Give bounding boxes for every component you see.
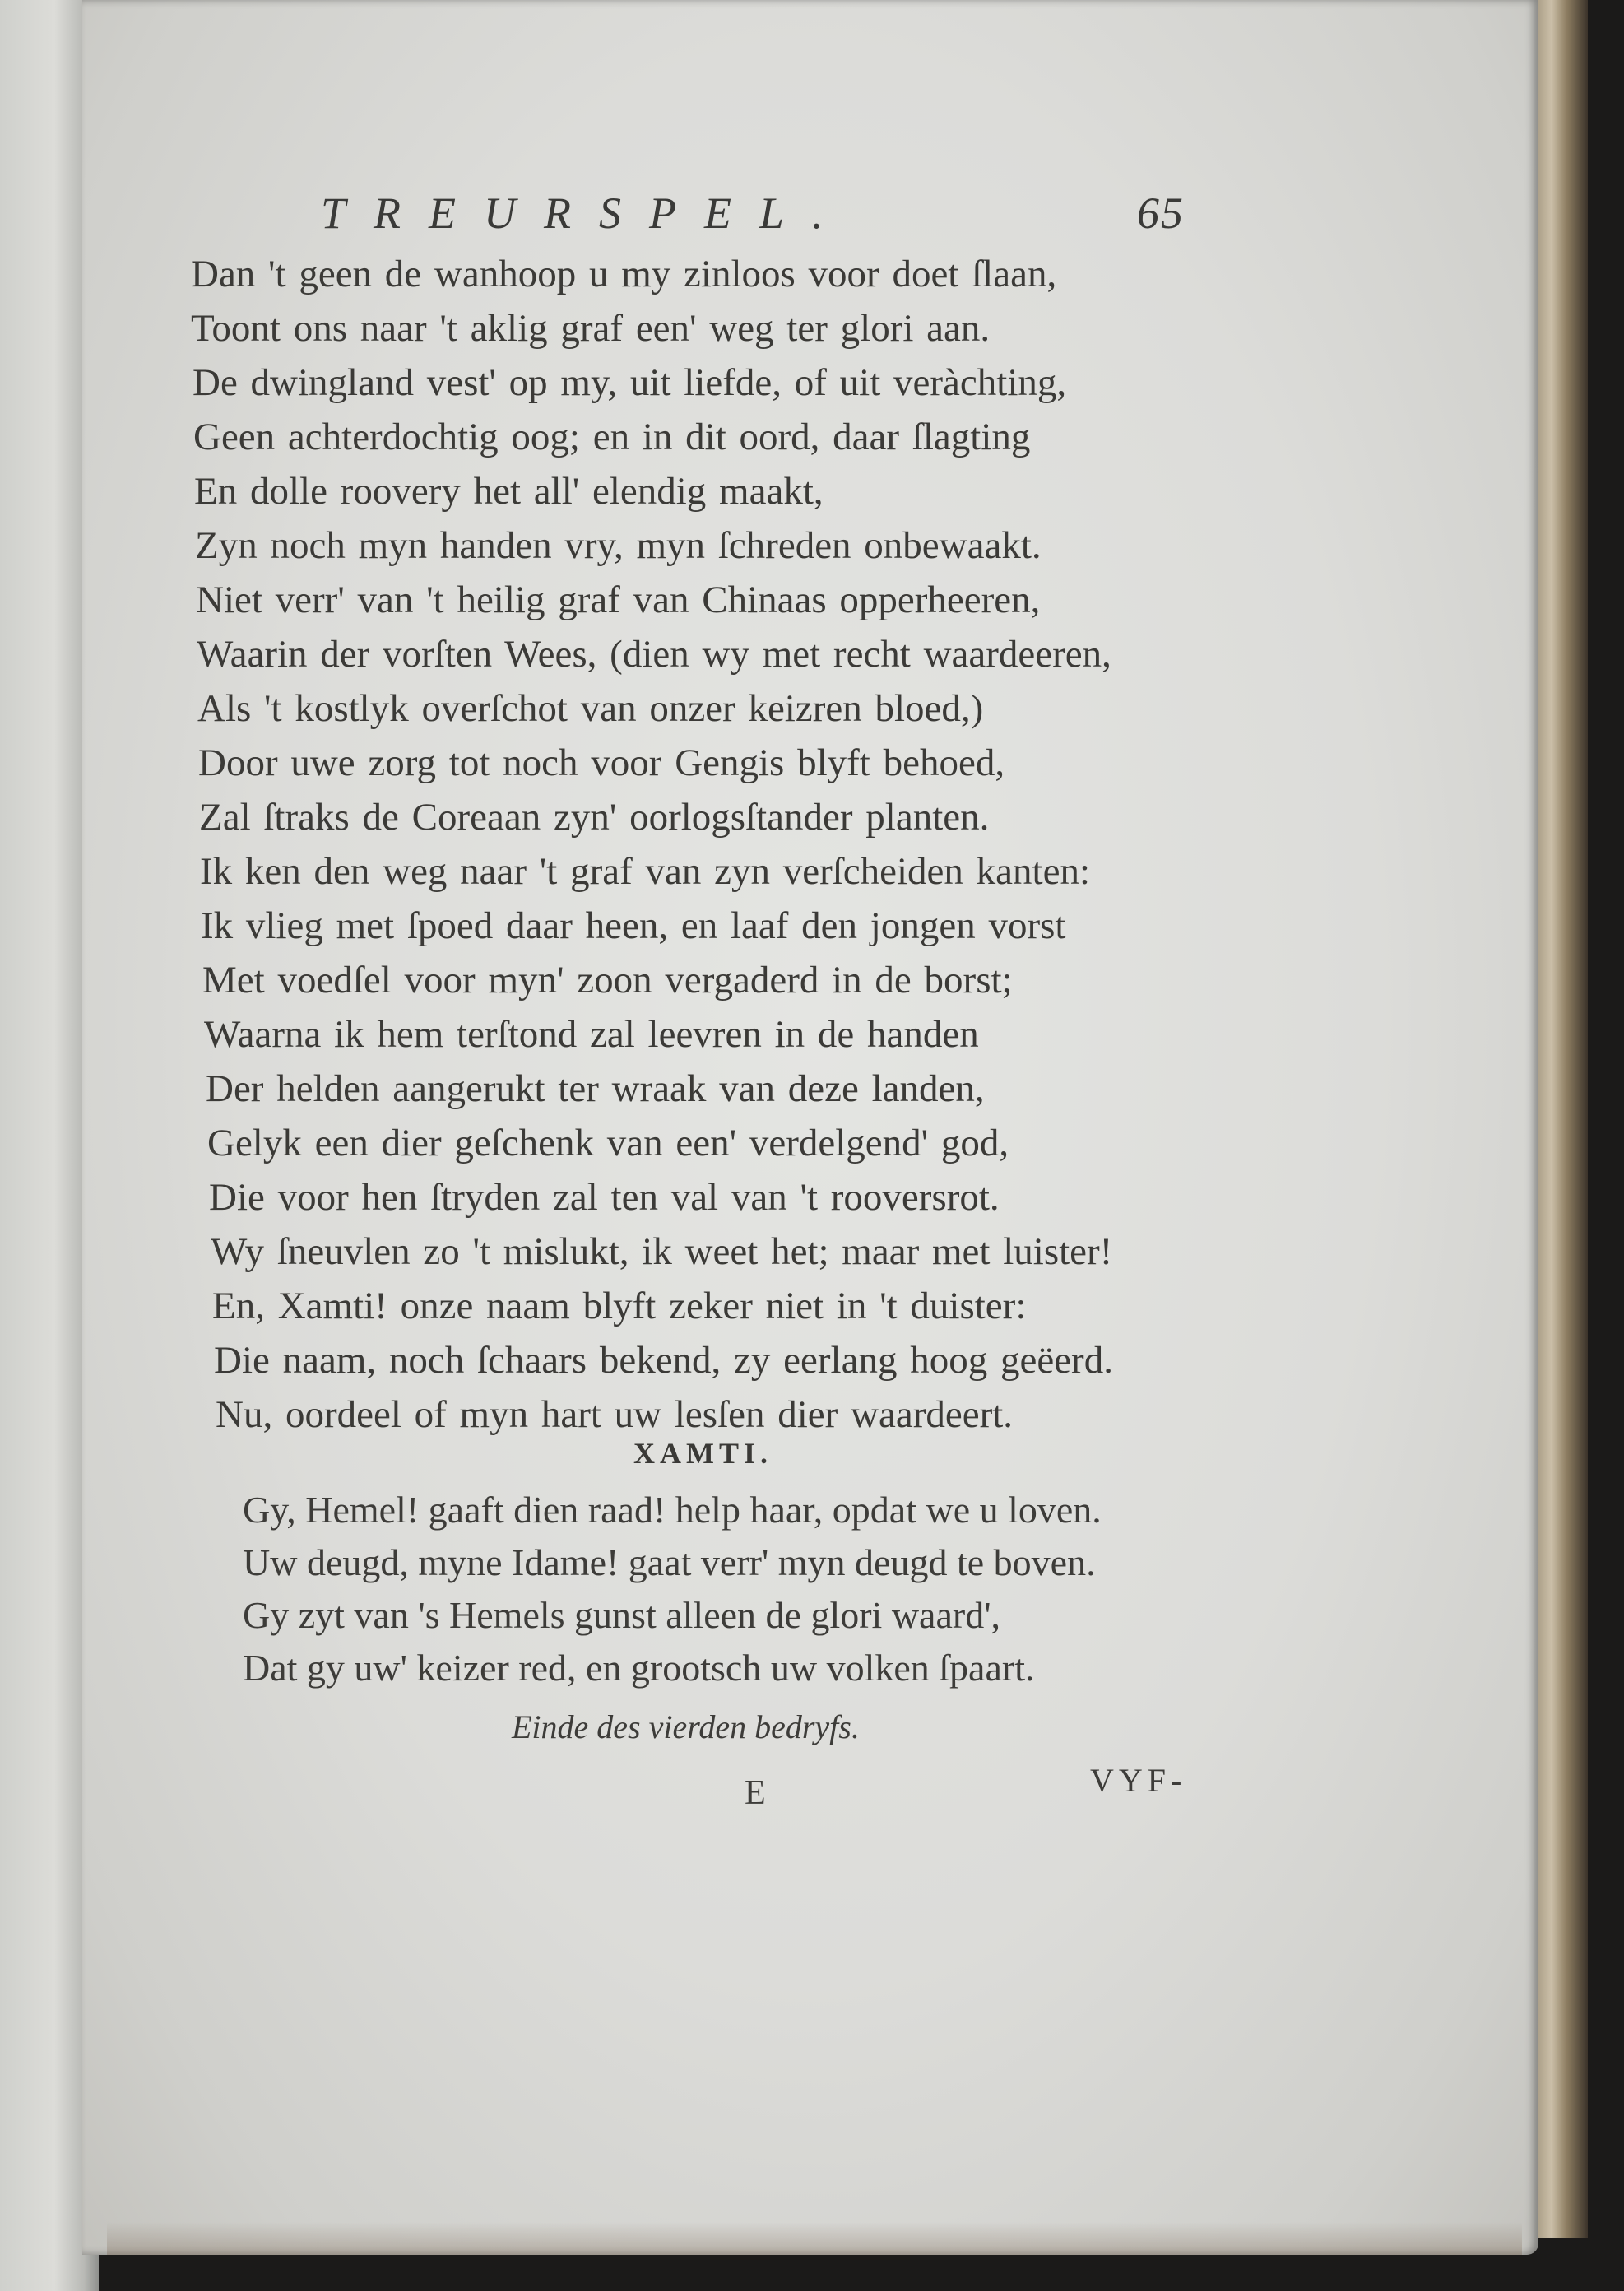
speaker-heading: XAMTI. [633, 1437, 773, 1470]
verse-line: Zal ſtraks de Coreaan zyn' oorlogsſtander planten. [199, 796, 990, 839]
verse-line: Door uwe zorg tot noch voor Gengis blyft behoed, [198, 741, 1005, 784]
verse-line: Dan 't geen de wanhoop u my zinloos voor doet ſlaan, [191, 253, 1057, 295]
verse-line: Niet verr' van 't heilig graf van Chinaas opperheeren, [196, 579, 1041, 621]
verse-line: Gelyk een dier geſchenk van een' verdelgend' god, [207, 1122, 1009, 1164]
verse-line: Der helden aangerukt ter wraak van deze landen, [206, 1067, 985, 1110]
speech-line: Dat gy uw' keizer red, en grootsch uw volken ſpaart. [243, 1647, 1035, 1689]
verse-line: Nu, oordeel of myn hart uw lesſen dier waardeert. [216, 1393, 1014, 1436]
speech-line: Gy, Hemel! gaaft dien raad! help haar, opdat we u loven. [243, 1489, 1102, 1531]
verse-line: Ik ken den weg naar 't graf van zyn verſcheiden kanten: [200, 850, 1091, 893]
signature-mark: E [745, 1774, 766, 1812]
speech-line: Gy zyt van 's Hemels gunst alleen de glori waard', [243, 1594, 1000, 1636]
verse-line: Met voedſel voor myn' zoon vergaderd in de borst; [202, 959, 1013, 1001]
verse-line: En dolle roovery het all' elendig maakt, [194, 470, 824, 513]
verse-line: Ik vlieg met ſpoed daar heen, en laaf den jongen vorst [201, 904, 1066, 947]
verse-block [191, 247, 1244, 1442]
verse-line: De dwingland vest' op my, uit liefde, of uit veràchting, [193, 361, 1067, 404]
verse-line: Zyn noch myn handen vry, myn ſchreden onbewaakt. [195, 524, 1042, 567]
verse-line: Wy ſneuvlen zo 't mislukt, ik weet het; maar met luister! [211, 1230, 1113, 1273]
verse-line: Geen achterdochtig oog; en in dit oord, daar ſlagting [193, 416, 1031, 458]
running-head-title: TREURSPEL. [321, 188, 851, 238]
verse-line: Als 't kostlyk overſchot van onzer keizren bloed,) [197, 687, 984, 730]
verse-line: Die naam, noch ſchaars bekend, zy eerlang hoog geëerd. [214, 1339, 1113, 1382]
verse-line: Waarna ik hem terſtond zal leevren in de handen [204, 1013, 979, 1056]
act-end-line: Einde des vierden bedryfs. [512, 1708, 860, 1745]
page-bottom-edge [107, 2222, 1522, 2255]
speech-line: Uw deugd, myne Idame! gaat verr' myn deugd te boven. [243, 1541, 1096, 1583]
running-head [321, 188, 1185, 245]
speech-block [243, 1484, 1230, 1694]
page-number: 65 [1137, 188, 1185, 238]
verse-line: Die voor hen ſtryden zal ten val van 't rooversrot. [209, 1176, 1000, 1219]
verse-line: Waarin der vorſten Wees, (dien wy met recht waardeeren, [197, 633, 1111, 676]
catchword: VYF- [1090, 1762, 1187, 1799]
verse-line: En, Xamti! onze naam blyft zeker niet in 't duister: [212, 1285, 1027, 1327]
verse-line: Toont ons naar 't aklig graf een' weg ter glori aan. [191, 307, 991, 350]
